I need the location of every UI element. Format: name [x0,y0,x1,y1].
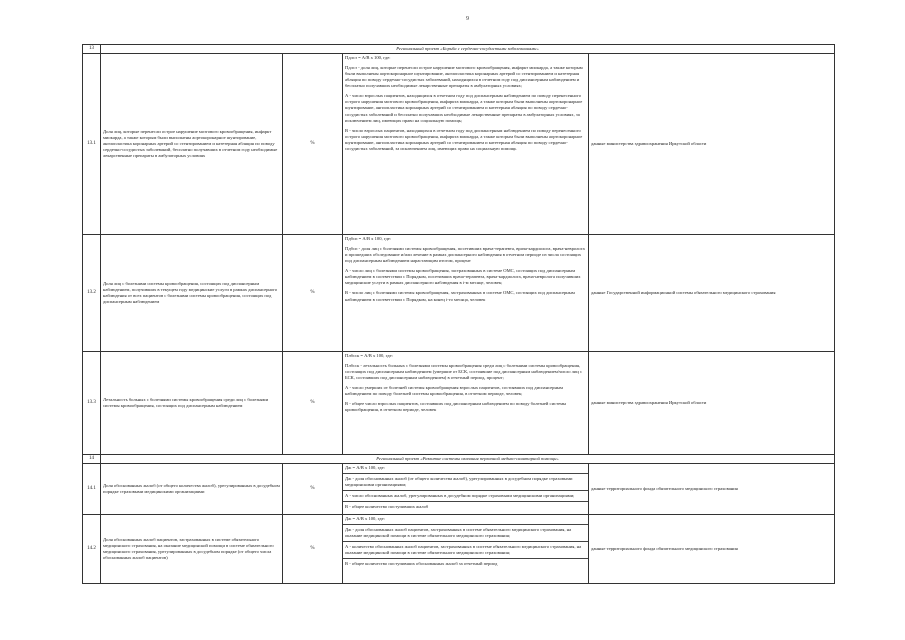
unit-cell: % [283,352,343,455]
formula-numerator: А - количество обоснованных жалоб пациентов, застрахованных в системе обязательного медицинского страхования, на оказание медицинской помощи в системе обязательного медицинского страхования; [345,544,582,556]
section-row [83,455,835,464]
formula-definition: Плбсск - летальность больных с болезнями системы кровообращения среди лиц с болезнями системы кровообращения, состоящих под диспансерным наблюдением (умершие от БСК, состоявшие под диспансерным наблюдением/число лиц с БСК, состоявших под диспансерным наблюдением) в отчетный период, процент; [345,363,583,381]
divider [343,490,588,491]
formula-numerator: А - число обоснованных жалоб, урегулированных в досудебном порядке страховыми медицинскими организациями; [345,493,575,499]
formula-denominator: В - общее количество поступивших обоснованных жалоб за отчетный период [345,561,498,567]
formula-numerator: А - число умерших от болезней системы кровообращения взрослых пациентов, состоявших под диспансерным наблюдением по поводу болезней системы кровообращения, в отчетном периоде, человек; [345,385,563,397]
divider [343,501,588,502]
formula-numerator: А - число лиц с болезнями системы кровообращения, застрахованных в системе ОМС, состоящих под диспансерным наблюдением в соответствии с Порядком, посетивших врача-терапевта, врача-кардиолога, врача-невролога получивших медицинские услуги в рамках диспансерного наблюдения в i-м месяце, человек; [345,268,581,286]
indicator-name: Доля обоснованных жалоб (от общего количества жалоб), урегулированных в досудебном порядке страховыми медицинскими организациями [101,464,283,515]
table-row [83,352,835,455]
row-number: 14.1 [83,464,101,515]
formula-line: Пдлсз = А/В х 100, где: [345,55,391,60]
section-row [83,45,835,54]
calculation-method [343,515,589,584]
indicators-table [82,44,835,584]
formula-denominator: В - общее число взрослых пациентов, состоявших под диспансерным наблюдением по поводу болезней системы кровообращения, в отчетном периоде, человек [345,401,567,413]
page-number: 9 [466,16,469,22]
calculation-method [343,352,589,455]
data-source: данные территориального фонда обязательного медицинского страхования [589,515,835,584]
section-number: 14 [83,455,101,464]
row-number: 13.3 [83,352,101,455]
calculation-method [343,54,589,235]
indicator-name: Доля лиц с болезнями системы кровообращения, состоящих под диспансерным наблюдением, получивших в текущем году медицинские услуги в рамках диспансерного наблюдения от всех пациентов с болезнями системы кровообращения, состоящих под диспансерным наблюдением [101,235,283,352]
formula-line: Плбсск = А/В х 100, где: [345,353,393,358]
formula-definition: Пдбсп - доля лиц с болезнями системы кровообращения, посетивших врача-терапевта, врача-кардиолога, врача-невролога и прошедших обследование и/или лечение в рамках диспансерного наблюдения в отчетном периоде из числа состоящих под диспансерным наблюдением нарастающим итогом, процент [345,246,585,264]
formula-definition: Дж - доля обоснованных жалоб пациентов, застрахованных в системе обязательного медицинского страхования, на оказание медицинской помощи в системе обязательного медицинского страхования; [345,527,572,539]
formula-numerator: А - число взрослых пациентов, находящихся в отчетном году под диспансерным наблюдением по поводу перенесенного острого нарушения мозгового кровообращения, инфаркта миокарда, а также которым были выполнены аортокоронарное шунтирование, ангиопластика коронарных артерий со стентированием и катетерная абляция по поводу сердечно-сосудистых заболеваний и бесплатно получавших необходимые лекарственные препараты в амбулаторных условиях, за исключением лиц, имеющих право на социальную помощь; [345,93,583,123]
table-row [83,464,835,515]
unit-cell: % [283,54,343,235]
indicator-name: Доля лиц, которые перенесли острое нарушение мозгового кровообращения, инфаркт миокарда, а также которым были выполнены аортокоронарное шунтирование, ангиопластика коронарных артерий со стентированием и катетерная абляция по поводу сердечно-сосудистых заболеваний, бесплатно получавших в отчетном году необходимые лекарственные препараты в амбулаторных условиях [101,54,283,235]
row-number: 13.2 [83,235,101,352]
row-number: 13.1 [83,54,101,235]
formula-denominator: В - число взрослых пациентов, находящихся в отчетном году под диспансерным наблюдением по поводу перенесенного острого нарушения мозгового кровообращения, инфаркта миокарда, а также которым были выполнены аортокоронарное шунтирование, ангиопластика коронарных артерий со стентированием и катетерная абляция по поводу сердечно-сосудистых заболеваний, за исключением лиц, имеющих право на социальную помощь [345,127,583,151]
divider [343,524,588,525]
divider [343,541,588,542]
table-row [83,515,835,584]
section-title: Региональный проект «Борьба с сердечно-сосудистыми заболеваниями» [101,45,835,54]
formula-line: Пдбсп = А/В х 100, где: [345,236,392,241]
divider [343,473,588,474]
calculation-method [343,235,589,352]
formula-denominator: В - общее количество поступивших жалоб [345,504,429,510]
data-source: данные территориального фонда обязательного медицинского страхования [589,464,835,515]
indicator-name: Доля обоснованных жалоб пациентов, застрахованных в системе обязательного медицинского страхования, на оказание медицинской помощи в системе обязательного медицинского страхования, урегулированных в досудебном порядке (от общего числа обоснованных жалоб пациентов) [101,515,283,584]
data-source: данные министерства здравоохранения Иркутской области [589,54,835,235]
formula-denominator: В - число лиц с болезнями системы кровообращения, застрахованных в системе ОМС, состоящих под диспансерным наблюдением в соответствии с Порядком, на конец i-го месяца, человек [345,290,575,302]
unit-cell: % [283,235,343,352]
divider [343,558,588,559]
table-row [83,235,835,352]
section-title: Региональный проект «Развитие системы оказания первичной медико-санитарной помощи» [101,455,835,464]
unit-cell: % [283,515,343,584]
formula-definition: Дж - доля обоснованных жалоб (от общего количества жалоб), урегулированных в досудебном порядке страховыми медицинскими организациями; [345,476,573,488]
formula-line: Дж = А/В х 100, где: [345,465,385,470]
calculation-method [343,464,589,515]
table-row [83,54,835,235]
data-source: данные министерства здравоохранения Иркутской области [589,352,835,455]
formula-definition: Пдлсз - доля лиц, которые перенесли острое нарушение мозгового кровообращения, инфаркт миокарда, а также которым были выполнены аортокоронарное шунтирование, ангиопластика коронарных артерий со стентированием и катетерная абляция по поводу сердечно-сосудистых заболеваний, находящихся в отчетном году под диспансерным наблюдением и бесплатно получавших необходимые лекарственные препараты в амбулаторных условиях; [345,65,583,89]
row-number: 14.2 [83,515,101,584]
unit-cell: % [283,464,343,515]
data-source: данные Государственной информационной системы обязательного медицинского страхования [589,235,835,352]
indicator-name: Летальность больных с болезнями системы кровообращения среди лиц с болезнями системы кровообращения, состоящих под диспансерным наблюдением [101,352,283,455]
section-number: 13 [83,45,101,54]
formula-line: Дж = А/В х 100, где: [345,516,385,521]
